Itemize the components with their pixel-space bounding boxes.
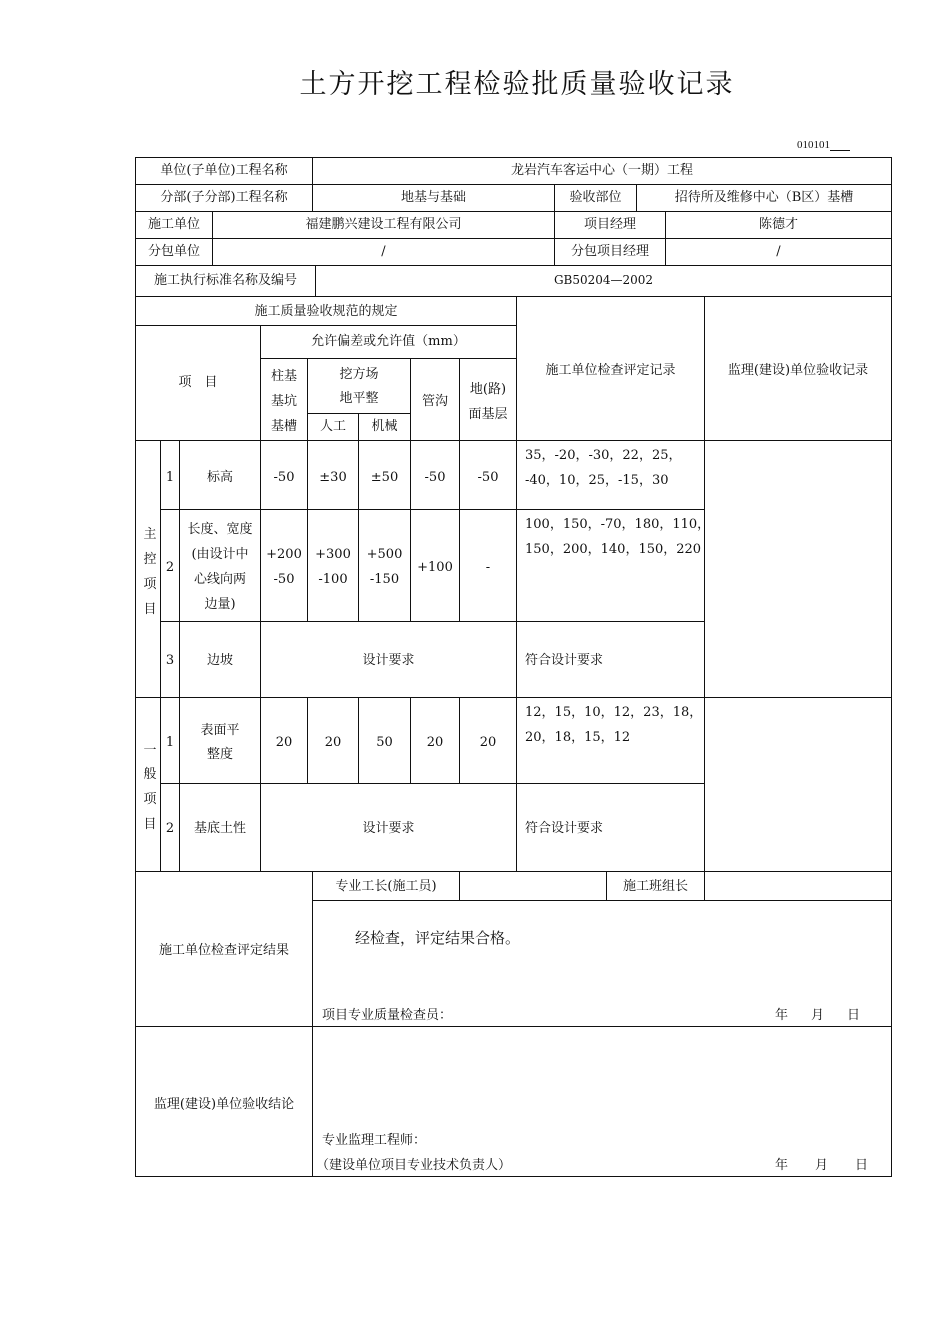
grid-line — [891, 157, 892, 1177]
main-row-record-line: 100，150，-70，180，110， — [525, 517, 711, 532]
subcontractor-value: / — [381, 244, 386, 259]
result-year: 年 — [775, 1008, 789, 1023]
grid-line — [135, 871, 892, 872]
main-group-char: 控 — [143, 552, 157, 567]
supervision-month: 月 — [815, 1158, 829, 1173]
supervisor-record-heading: 监理(建设)单位验收记录 — [727, 363, 869, 378]
main-row-name: 边坡 — [206, 653, 233, 668]
general-group-char: 一 — [143, 743, 157, 758]
sub-pm-value: / — [776, 244, 781, 259]
main-row-name-line: (由设计中 — [191, 547, 249, 562]
general-row-value: 50 — [376, 735, 393, 750]
sub-pm-label: 分包项目经理 — [570, 244, 649, 259]
subcontractor-label: 分包单位 — [147, 244, 200, 259]
result-day: 日 — [847, 1008, 861, 1023]
main-group-char: 项 — [143, 577, 157, 592]
general-row-name: 基底土性 — [193, 821, 246, 836]
project-manager-label: 项目经理 — [583, 217, 636, 232]
main-row-value: -50 — [273, 572, 295, 587]
item-heading: 项 目 — [178, 375, 218, 390]
page-title: 土方开挖工程检验批质量验收记录 — [299, 69, 735, 100]
grid-line — [160, 783, 704, 784]
result-month: 月 — [811, 1008, 825, 1023]
main-row-value: +500 — [366, 547, 403, 562]
contractor-record-heading: 施工单位检查评定记录 — [545, 363, 676, 378]
engineer-label: 专业监理工程师： — [322, 1133, 427, 1148]
grid-line — [135, 440, 892, 441]
main-row-no: 3 — [165, 653, 175, 668]
main-group-char: 主 — [143, 527, 157, 542]
supervision-day: 日 — [855, 1158, 869, 1173]
general-row-value: 20 — [275, 735, 293, 750]
standard-value: GB50204—2002 — [553, 273, 654, 287]
general-row-no: 1 — [165, 735, 175, 750]
division-label: 分部(子分部)工程名称 — [160, 190, 288, 205]
acceptance-part-value: 招待所及维修中心（B区）基槽 — [674, 190, 854, 205]
grid-line — [135, 296, 892, 297]
main-row-no: 2 — [165, 560, 175, 575]
main-row-name-line: 心线向两 — [193, 572, 246, 587]
contractor-value: 福建鹏兴建设工程有限公司 — [305, 217, 462, 232]
grid-line — [459, 871, 460, 900]
col-pipe: 管沟 — [421, 394, 448, 409]
grid-line — [135, 697, 892, 698]
main-row-name-line: 长度、宽度 — [187, 522, 253, 537]
general-group-char: 般 — [143, 767, 157, 782]
unit-project-value: 龙岩汽车客运中心（一期）工程 — [510, 163, 693, 178]
main-row-record: 符合设计要求 — [525, 653, 604, 668]
supervision-label: 监理(建设)单位验收结论 — [153, 1097, 295, 1112]
grid-line — [160, 509, 704, 510]
spec-heading: 施工质量验收规范的规定 — [254, 304, 398, 319]
main-row-name-line: 边量) — [204, 597, 236, 612]
general-row-value: 20 — [426, 735, 444, 750]
acceptance-part-label: 验收部位 — [569, 190, 622, 205]
general-row-requirement: 设计要求 — [362, 821, 415, 836]
main-row-record-line: 35，-20，-30，22，25， — [525, 448, 682, 463]
col-pit-l3: 基槽 — [270, 419, 297, 434]
team-leader-label: 施工班组长 — [622, 879, 688, 894]
main-group-char: 目 — [143, 602, 157, 617]
general-row-value: 20 — [479, 735, 497, 750]
main-row-value: +100 — [417, 560, 453, 575]
supervision-year: 年 — [775, 1158, 789, 1173]
form-code-number: 010101 — [797, 139, 830, 151]
main-row-record-line: -40，10，25，-15，30 — [525, 473, 669, 488]
col-manual: 人工 — [319, 419, 346, 434]
general-row-record-line: 12，15，10，12，23，18， — [525, 705, 703, 720]
tolerance-heading: 允许偏差或允许值（mm） — [311, 334, 466, 349]
main-row-value: +200 — [266, 547, 302, 562]
general-row-name-line: 表面平 — [200, 723, 240, 738]
grid-line — [704, 871, 705, 900]
main-row-value: -50 — [424, 470, 446, 485]
unit-project-label: 单位(子单位)工程名称 — [160, 163, 288, 178]
col-site-l2: 地平整 — [339, 391, 379, 406]
general-row-record-line: 20，18，15，12 — [525, 730, 631, 745]
general-row-no: 2 — [165, 821, 175, 836]
inspector-label: 项目专业质量检查员： — [322, 1008, 453, 1023]
main-row-record-line: 150，200，140，150，220 — [525, 542, 702, 557]
col-pit-l1: 柱基 — [270, 369, 297, 384]
project-manager-value: 陈德才 — [758, 217, 798, 232]
col-machine: 机械 — [371, 419, 398, 434]
main-row-value: -100 — [318, 572, 348, 587]
col-road-l2: 面基层 — [468, 407, 508, 422]
grid-line — [312, 900, 892, 901]
main-row-value: +300 — [315, 547, 351, 562]
main-row-name: 标高 — [206, 470, 233, 485]
main-row-value: - — [485, 560, 491, 575]
contractor-label: 施工单位 — [147, 217, 200, 232]
main-row-value: ±30 — [319, 470, 347, 485]
owner-label: （建设单位项目专业技术负责人） — [316, 1158, 512, 1173]
result-conclusion: 经检查，评定结果合格。 — [355, 929, 521, 947]
main-row-value: -50 — [477, 470, 499, 485]
general-group-char: 目 — [143, 817, 157, 832]
foreman-label: 专业工长(施工员) — [335, 879, 437, 894]
general-row-record: 符合设计要求 — [525, 821, 604, 836]
grid-line — [135, 265, 892, 266]
grid-line — [260, 358, 516, 359]
grid-line — [312, 871, 313, 1177]
standard-label: 施工执行标准名称及编号 — [153, 273, 297, 288]
grid-line — [160, 621, 704, 622]
result-label: 施工单位检查评定结果 — [158, 943, 289, 958]
grid-line — [135, 325, 516, 326]
main-row-value: ±50 — [370, 470, 399, 485]
main-row-value: -150 — [369, 572, 400, 587]
col-pit-l2: 基坑 — [270, 394, 297, 409]
col-road-l1: 地(路) — [469, 382, 507, 397]
main-row-value: -50 — [273, 470, 295, 485]
col-site-l1: 挖方场 — [339, 367, 379, 382]
main-row-requirement: 设计要求 — [362, 653, 415, 668]
general-row-name-line: 整度 — [206, 747, 233, 762]
main-row-no: 1 — [165, 470, 175, 485]
general-row-value: 20 — [324, 735, 342, 750]
division-value: 地基与基础 — [400, 190, 466, 205]
general-group-char: 项 — [143, 792, 157, 807]
